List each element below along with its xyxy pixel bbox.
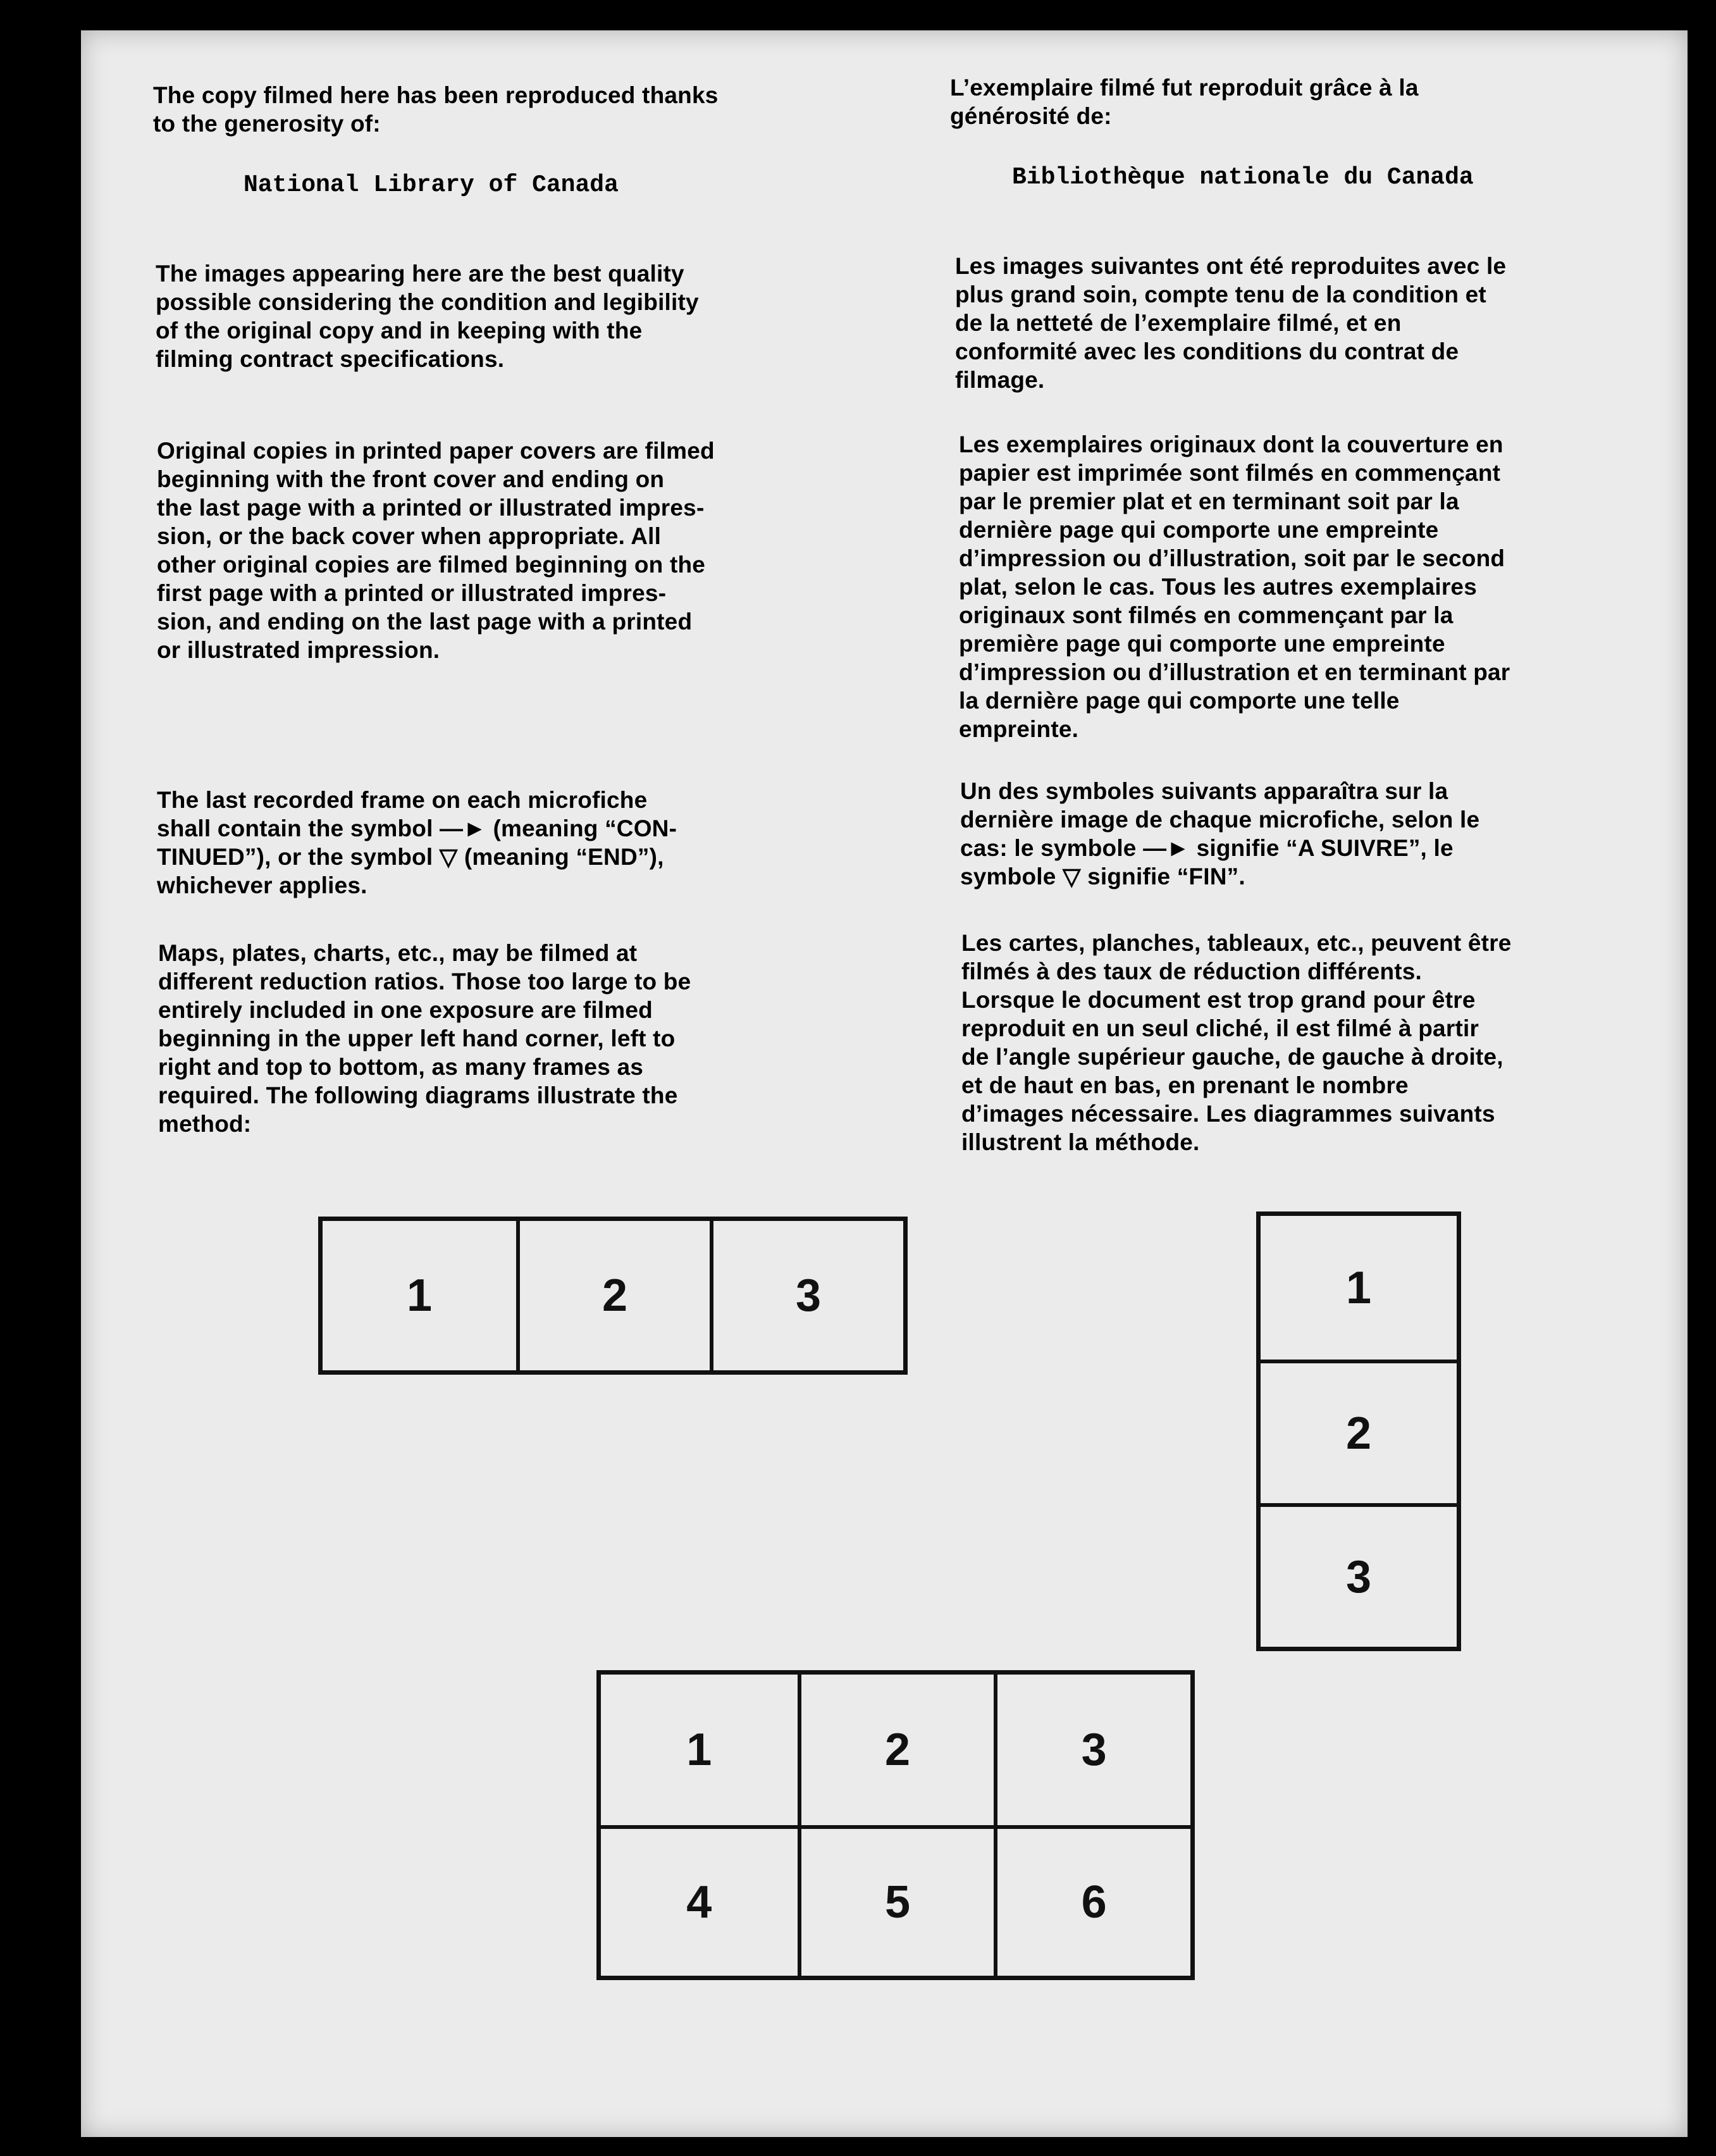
frame-cell: 3 [710,1221,903,1370]
diagram-row [318,1217,908,1375]
left-symbols-paragraph: The last recorded frame on each microfiche shall contain the symbol —► (meaning “CON- TINUED”), or the symbol ▽ (meaning “END”), whichever applies. [157,787,677,898]
frame-cell: 5 [798,1825,994,1976]
right-covers-paragraph: Les exemplaires originaux dont la couverture en papier est imprimée sont filmés en commençant par le premier plat et en terminant soit par la dernière page qui comporte une empreinte d’impression ou d’illustration, soit par le second plat, selon le cas. Tous les autres exemplaires originaux sont filmés en commençant par la première page qui comporte une empreinte d’impression ou d’illustration et en terminant par la dernière page qui comporte une telle empreinte. [959,431,1510,742]
left-intro: The copy filmed here has been reproduced thanks to the generosity of: [153,82,719,137]
frame-cell: 1 [406,1270,433,1321]
frame-cell: 1 [686,1725,712,1775]
diagram-grid [596,1670,1195,1980]
right-symbols-paragraph: Un des symboles suivants apparaîtra sur la dernière image de chaque microfiche, selon le cas: le symbole —► signifie “A SUIVRE”, le symbole ▽ signifie “FIN”. [960,778,1480,889]
left-covers-paragraph: Original copies in printed paper covers are filmed beginning with the front cover and ending on the last page with a printed or illustrated impres- sion, or the back cover when appropriate. All other original copies are filmed beginning on the first page with a printed or illustrated impres- sion, and ending on the last page with a printed or illustrated impression. [157,438,715,663]
left-maps-paragraph: Maps, plates, charts, etc., may be filmed at different reduction ratios. Those too large to be entirely included in one exposure are filmed beginning in the upper left hand corner, left to right and top to bottom, as many frames as required. The following diagrams illustrate the method: [158,940,691,1137]
frame-cell: 1 [1345,1262,1372,1313]
left-library-name: National Library of Canada [244,171,619,199]
right-intro: L’exemplaire filmé fut reproduit grâce à la générosité de: [950,75,1419,129]
right-maps-paragraph: Les cartes, planches, tableaux, etc., peuvent être filmés à des taux de réduction différents. Lorsque le document est trop grand pour être reproduit en un seul cliché, il est filmé à partir de l’angle supérieur gauche, de gauche à droite, et de haut en bas, en prenant le nombre d’images nécessaire. Les diagrammes suivants illustrent la méthode. [961,930,1512,1155]
frame-cell: 2 [798,1675,994,1825]
frame-cell: 3 [994,1675,1190,1825]
frame-cell: 2 [1261,1360,1457,1503]
right-quality-paragraph: Les images suivantes ont été reproduites avec le plus grand soin, compte tenu de la condition et de la netteté de l’exemplaire filmé, et en conformité avec les conditions du contrat de filmage. [955,253,1507,393]
frame-cell: 4 [601,1825,798,1976]
frame-cell: 2 [516,1221,710,1370]
frame-cell: 6 [994,1825,1190,1976]
left-quality-paragraph: The images appearing here are the best quality possible considering the condition and legibility of the original copy and in keeping with the filming contract specifications. [156,261,699,372]
frame-cell: 3 [1261,1503,1457,1647]
right-library-name: Bibliothèque nationale du Canada [1012,164,1474,191]
diagram-column [1256,1211,1461,1651]
